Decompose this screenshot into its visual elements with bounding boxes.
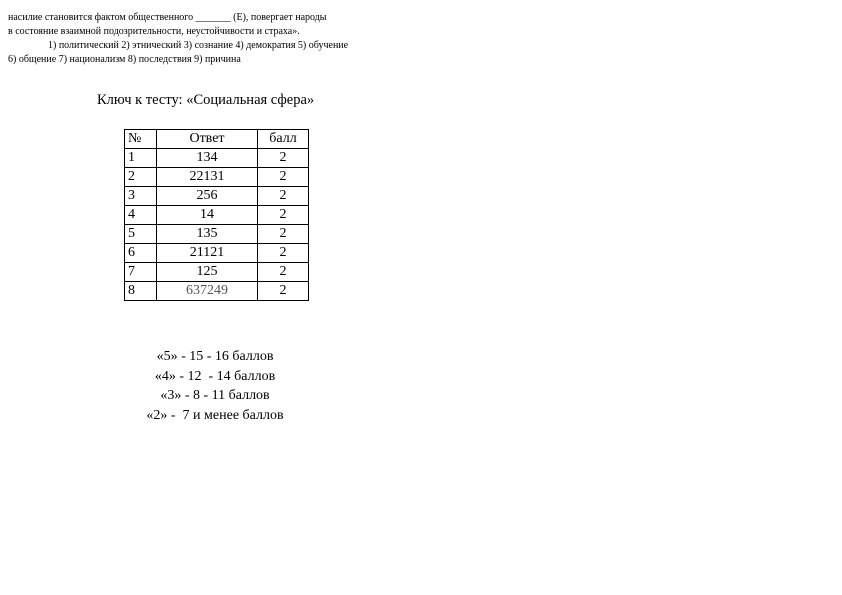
row-number: 7 — [125, 263, 157, 282]
row-number: 6 — [125, 244, 157, 263]
row-score: 2 — [258, 282, 309, 301]
grade-line: «3» - 8 - 11 баллов — [160, 388, 270, 403]
row-score: 2 — [258, 187, 309, 206]
row-answer: 14 — [157, 206, 258, 225]
column-header-score: балл — [258, 130, 309, 149]
row-score: 2 — [258, 263, 309, 282]
table-row — [125, 282, 309, 301]
grade-line: «5» - 15 - 16 баллов — [156, 349, 274, 364]
grading-scale — [110, 347, 320, 425]
table-header-row — [125, 130, 309, 149]
table-row — [125, 225, 309, 244]
intro-line: насилие становится фактом общественного _______ (Е), повергает народы — [8, 12, 327, 23]
row-answer: 125 — [157, 263, 258, 282]
column-header-answer: Ответ — [157, 130, 258, 149]
table-row — [125, 168, 309, 187]
table-row — [125, 263, 309, 282]
grade-line: «2» - 7 и менее баллов — [146, 407, 284, 423]
intro-text — [8, 11, 428, 67]
answer-key-table — [124, 129, 309, 301]
intro-line: в состояние взаимной подозрительности, неустойчивости и страха». — [8, 26, 300, 37]
row-answer: 637249 — [157, 282, 258, 301]
row-answer: 22131 — [157, 168, 258, 187]
table-row — [125, 244, 309, 263]
row-answer: 256 — [157, 187, 258, 206]
row-number: 8 — [125, 282, 157, 301]
row-answer: 134 — [157, 149, 258, 168]
row-number: 4 — [125, 206, 157, 225]
row-score: 2 — [258, 206, 309, 225]
row-number: 1 — [125, 149, 157, 168]
row-score: 2 — [258, 168, 309, 187]
row-score: 2 — [258, 225, 309, 244]
answer-options-line: 1) политический 2) этнический 3) сознание 4) демократия 5) обучение — [48, 40, 349, 51]
row-score: 2 — [258, 149, 309, 168]
row-number: 5 — [125, 225, 157, 244]
row-answer: 135 — [157, 225, 258, 244]
row-number: 2 — [125, 168, 157, 187]
table-row — [125, 206, 309, 225]
table-row — [125, 187, 309, 206]
grade-line: «4» - 12 - 14 баллов — [154, 368, 276, 384]
row-answer: 21121 — [157, 244, 258, 263]
page-title: Ключ к тесту: «Социальная сфера» — [97, 92, 315, 108]
column-header-number: № — [125, 130, 157, 149]
row-score: 2 — [258, 244, 309, 263]
answer-options-line: 6) общение 7) национализм 8) последствия 9) причина — [8, 54, 241, 65]
row-number: 3 — [125, 187, 157, 206]
table-row — [125, 149, 309, 168]
